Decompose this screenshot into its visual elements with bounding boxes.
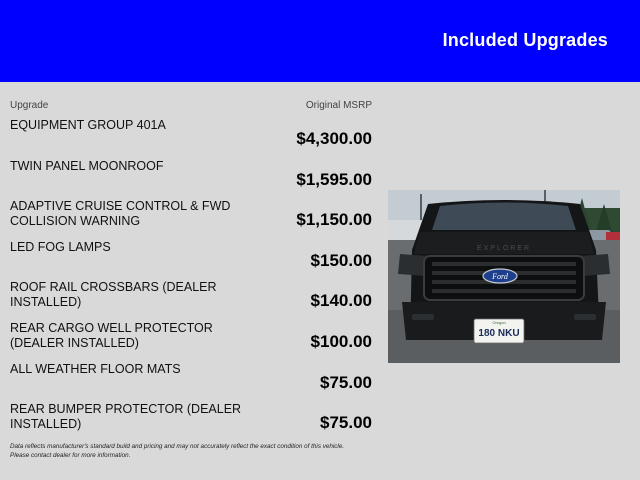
table-row [10, 197, 372, 238]
plate-state: Oregon [492, 320, 506, 325]
disclaimer-line-2: Please contact dealer for more information. [10, 452, 131, 459]
upgrades-table [10, 96, 372, 441]
upgrade-price: $1,150.00 [296, 210, 372, 230]
vehicle-photo [388, 190, 620, 363]
plate-number: 180 NKU [478, 328, 520, 339]
disclaimer [10, 442, 380, 460]
header-bar [0, 0, 640, 82]
table-row [10, 278, 372, 319]
upgrade-name: ALL WEATHER FLOOR MATS [10, 361, 181, 376]
column-header-upgrade: Upgrade [10, 100, 49, 111]
hood-lettering: EXPLORER [476, 245, 532, 252]
upgrade-name: EQUIPMENT GROUP 401A [10, 118, 166, 132]
disclaimer-line-1: Data reflects manufacturer's standard build and pricing and may not accurately reflect the exact condition of this vehicle. [10, 443, 345, 450]
table-row [10, 400, 372, 441]
table-row [10, 116, 372, 157]
table-row [10, 360, 372, 401]
upgrade-price: $75.00 [320, 413, 372, 433]
column-header-msrp: Original MSRP [305, 100, 372, 111]
upgrade-price: $1,595.00 [296, 169, 372, 189]
upgrade-name: REAR BUMPER PROTECTOR (DEALER INSTALLED) [10, 402, 242, 432]
upgrade-name: TWIN PANEL MOONROOF [10, 158, 164, 173]
table-row [10, 319, 372, 360]
upgrade-name: REAR CARGO WELL PROTECTOR (DEALER INSTALLED) [10, 320, 213, 350]
upgrade-name: ROOF RAIL CROSSBARS (DEALER INSTALLED) [10, 280, 217, 310]
table-row [10, 157, 372, 198]
badge-lettering: Ford [492, 272, 508, 281]
upgrade-price: $100.00 [310, 331, 372, 351]
upgrade-price: $150.00 [310, 250, 372, 270]
upgrade-price: $4,300.00 [296, 129, 372, 148]
upgrade-name: ADAPTIVE CRUISE CONTROL & FWD COLLISION WARNING [10, 199, 231, 229]
upgrade-price: $140.00 [310, 291, 372, 311]
vehicle-illustration [388, 190, 620, 363]
upgrade-name: LED FOG LAMPS [10, 239, 111, 254]
table-row [10, 238, 372, 279]
table-header [10, 96, 372, 116]
page-title: Included Upgrades [442, 30, 608, 50]
upgrade-price: $75.00 [320, 372, 372, 392]
